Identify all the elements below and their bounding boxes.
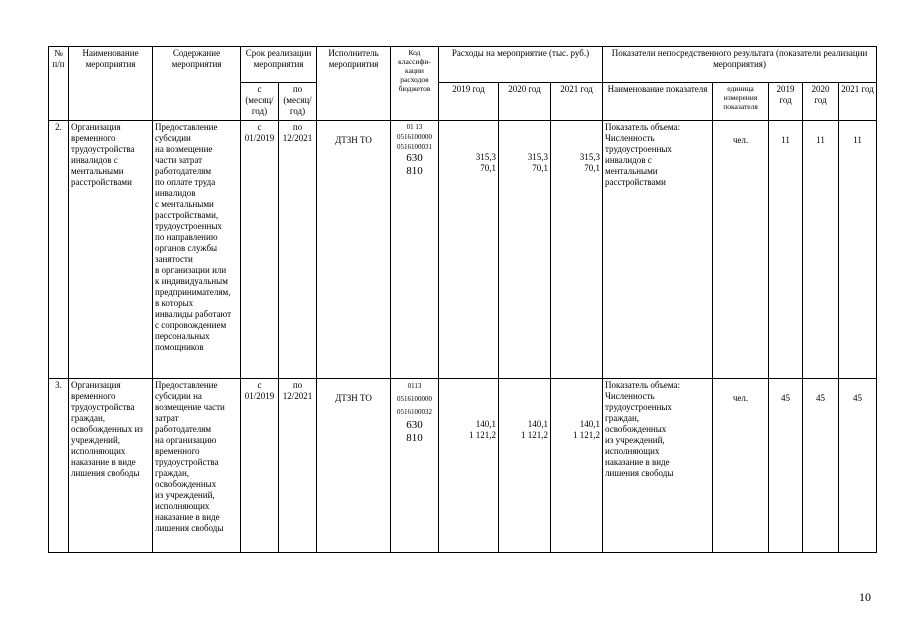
text-line: трудоустроенных xyxy=(605,402,672,412)
text-line: субсидии на xyxy=(155,391,202,401)
row-val-2020: 45 xyxy=(803,379,839,553)
header-expenses: Расходы на мероприятие (тыс. руб.) xyxy=(439,47,603,83)
row-val-2020: 11 xyxy=(803,121,839,379)
page-number: 10 xyxy=(859,590,871,604)
text-line: лишения свободы xyxy=(155,523,224,533)
header-executor: Исполнитель мероприятия xyxy=(317,47,391,121)
text-line: персональных xyxy=(155,331,210,341)
text-line: на возмещение xyxy=(155,144,213,154)
row-exp-2021 xyxy=(551,379,603,553)
table-row xyxy=(49,379,877,553)
row-content xyxy=(153,121,241,379)
text-line: временного xyxy=(155,446,200,456)
text-line: к индивидуальным xyxy=(155,276,228,286)
text-line: освобожденных xyxy=(155,479,217,489)
text-line: Предоставление xyxy=(155,380,218,390)
row-val-2021: 45 xyxy=(839,379,877,553)
text-line: 140,1 xyxy=(579,419,601,429)
row-from: с 01/2019 xyxy=(241,379,279,553)
header-unit: единица измерения показателя xyxy=(713,83,769,121)
row-indicator xyxy=(603,121,713,379)
text-line: работодателям xyxy=(155,166,212,176)
text-line: 0113 xyxy=(407,382,422,390)
row-to: по 12/2021 xyxy=(279,121,317,379)
text-line: трудоустройства xyxy=(155,457,219,467)
header-val-2021: 2021 год xyxy=(839,83,877,121)
row-unit: чел. xyxy=(713,121,769,379)
text-line: расстройствами, xyxy=(155,210,219,220)
row-from: с 01/2019 xyxy=(241,121,279,379)
text-line: 315,3 xyxy=(527,152,548,162)
text-line: Численность xyxy=(605,391,655,401)
text-line: Численность xyxy=(605,133,655,143)
text-line: с сопровождением xyxy=(155,320,227,330)
text-line: 1 121,2 xyxy=(573,430,601,440)
text-line: помощников xyxy=(155,342,204,352)
row-name: Организация временного трудоустройства граждан, освобожденных из учреждений, исполняющих наказание в виде лишения свободы xyxy=(69,379,153,553)
text-line: субсидии xyxy=(155,133,191,143)
text-line: Показатель объема: xyxy=(605,122,680,132)
text-line: исполняющих xyxy=(605,446,660,456)
text-line: на организацию xyxy=(155,435,217,445)
text-line: ментальными xyxy=(605,166,658,176)
text-line: возмещение части xyxy=(155,402,225,412)
row-content xyxy=(153,379,241,553)
text-line: расстройствами xyxy=(605,177,666,187)
text-line: по направлению xyxy=(155,232,218,242)
row-codes xyxy=(391,379,439,553)
text-line: с ментальными xyxy=(155,199,214,209)
text-line: граждан, xyxy=(605,413,640,423)
row-val-2019: 11 xyxy=(769,121,803,379)
header-val-2019: 2019 год xyxy=(769,83,803,121)
text-line: части затрат xyxy=(155,155,203,165)
text-line: 630 xyxy=(406,419,423,431)
header-term-from: с (месяц/ год) xyxy=(241,83,279,121)
text-line: инвалидов с xyxy=(605,155,652,165)
text-line: 315,3 xyxy=(475,152,496,162)
row-exp-2020 xyxy=(499,121,551,379)
text-line: 810 xyxy=(406,165,423,177)
text-line: из учреждений, xyxy=(605,435,665,445)
text-line: лишения свободы xyxy=(605,468,674,478)
text-line: Показатель объема: xyxy=(605,380,680,390)
row-val-2021: 11 xyxy=(839,121,877,379)
text-line: трудоустроенных xyxy=(155,221,222,231)
row-to: по 12/2021 xyxy=(279,379,317,553)
measures-table xyxy=(48,46,877,553)
row-exp-2019 xyxy=(439,379,499,553)
text-line: 70,1 xyxy=(532,163,548,173)
text-line: предпринимателям, xyxy=(155,287,231,297)
row-num: 3. xyxy=(49,379,69,553)
text-line: Предоставление xyxy=(155,122,218,132)
header-indicators: Показатели непосредственного результата (показатели реализации мероприятия) xyxy=(603,47,877,83)
text-line: 140,1 xyxy=(527,419,548,429)
row-unit: чел. xyxy=(713,379,769,553)
text-line: инвалиды работают xyxy=(155,309,232,319)
row-codes xyxy=(391,121,439,379)
row-name: Организация временного трудоустройства инвалидов с ментальными расстройствами xyxy=(69,121,153,379)
header-exp-2020: 2020 год xyxy=(499,83,551,121)
text-line: по оплате труда xyxy=(155,177,216,187)
row-indicator xyxy=(603,379,713,553)
text-line: 315,3 xyxy=(579,152,601,162)
text-line: освобожденных xyxy=(605,424,667,434)
header-content: Содержание мероприятия xyxy=(153,47,241,121)
text-line: 630 xyxy=(406,152,423,164)
header-exp-2019: 2019 год xyxy=(439,83,499,121)
text-line: 810 xyxy=(406,432,423,444)
header-code: Код классифи- кации расходов бюджетов xyxy=(391,47,439,121)
text-line: затрат xyxy=(155,413,179,423)
row-val-2019: 45 xyxy=(769,379,803,553)
header-val-2020: 2020 год xyxy=(803,83,839,121)
text-line: 0516100032 xyxy=(397,408,432,416)
row-exp-2019 xyxy=(439,121,499,379)
row-exp-2021 xyxy=(551,121,603,379)
header-term: Срок реализации мероприятия xyxy=(241,47,317,83)
text-line: занятости xyxy=(155,254,193,264)
text-line: 70,1 xyxy=(584,163,601,173)
text-line: 1 121,2 xyxy=(521,430,548,440)
text-line: в которых xyxy=(155,298,194,308)
header-exp-2021: 2021 год xyxy=(551,83,603,121)
text-line: 0516100000 xyxy=(397,133,432,141)
row-exp-2020 xyxy=(499,379,551,553)
text-line: 1 121,2 xyxy=(469,430,496,440)
table-row xyxy=(49,121,877,379)
text-line: 01 13 xyxy=(406,123,423,131)
row-executor: ДТЗН ТО xyxy=(317,379,391,553)
text-line: трудоустроенных xyxy=(605,144,672,154)
text-line: наказание в виде xyxy=(605,457,670,467)
text-line: 70,1 xyxy=(480,163,496,173)
header-term-to: по (месяц/ год) xyxy=(279,83,317,121)
text-line: работодателям xyxy=(155,424,212,434)
text-line: исполняющих xyxy=(155,501,210,511)
text-line: из учреждений, xyxy=(155,490,215,500)
text-line: в организации или xyxy=(155,265,227,275)
header-num: № п/п xyxy=(49,47,69,121)
text-line: 0516100000 xyxy=(397,395,432,403)
row-executor: ДТЗН ТО xyxy=(317,121,391,379)
text-line: 140,1 xyxy=(475,419,496,429)
text-line: инвалидов xyxy=(155,188,196,198)
text-line: граждан, xyxy=(155,468,190,478)
header-indicator-name: Наименование показателя xyxy=(603,83,713,121)
text-line: органов службы xyxy=(155,243,218,253)
header-name: Наименование мероприятия xyxy=(69,47,153,121)
row-num: 2. xyxy=(49,121,69,379)
text-line: 0516100031 xyxy=(397,143,432,151)
text-line: наказание в виде xyxy=(155,512,220,522)
